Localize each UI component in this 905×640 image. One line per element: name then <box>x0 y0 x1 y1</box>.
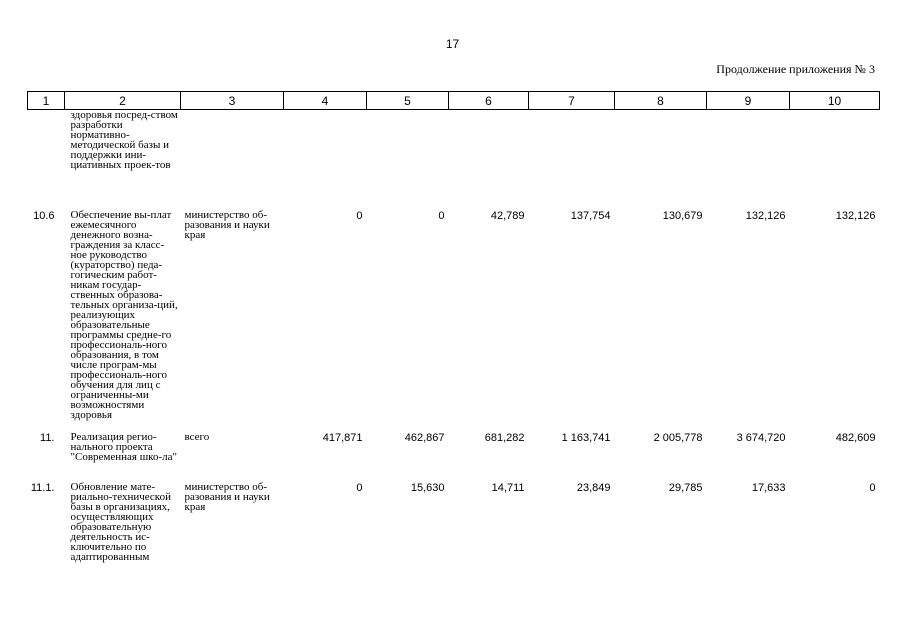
appendix-continuation-label: Продолжение приложения № 3 <box>716 62 875 76</box>
column-header: 7 <box>529 92 615 110</box>
column-header: 8 <box>615 92 707 110</box>
row-description: Обеспечение вы-плат ежемесячного денежного возна-граждения за класс-ное руководство (кураторство) педа-гогическим работ-никам государ-ственных образова-тельных организа-ций, реализующих образовательные программы средне-го профессиональ-ного образования, в том числе програм-мы профессиональ-ного обучения для лиц с ограниченны-ми возможностями здоровья <box>70 209 178 421</box>
row-value: 681,282 <box>484 432 525 444</box>
column-header: 9 <box>707 92 790 110</box>
row-value: 0 <box>869 482 876 494</box>
row-executor: министерство об-разования и науки края <box>184 209 270 241</box>
row-value: 482,609 <box>835 432 876 444</box>
row-executor <box>181 110 284 211</box>
table-row <box>28 482 880 602</box>
budget-table <box>27 91 880 602</box>
row-value: 137,754 <box>570 210 611 222</box>
row-number: 11.1. <box>30 482 55 494</box>
row-value <box>449 110 529 211</box>
row-description: Обновление мате-риально-технической базы в организациях, осуществляющих образовательную деятельность ис-ключительно по адаптированным <box>70 481 171 563</box>
row-number: 10.6 <box>33 210 55 222</box>
row-value <box>707 110 790 211</box>
row-value: 417,871 <box>322 432 363 444</box>
row-description: здоровья посред-ством разработки нормативно-методической базы и поддержки ини-циативных проек-тов <box>70 109 178 171</box>
row-description: Реализация регио-нального проекта "Современная шко-ла" <box>70 431 177 463</box>
table-row <box>28 432 880 482</box>
row-value: 14,711 <box>491 482 525 494</box>
row-executor: всего <box>184 431 210 443</box>
row-value: 29,785 <box>668 482 703 494</box>
column-header: 4 <box>284 92 367 110</box>
row-value <box>367 110 449 211</box>
row-value: 462,867 <box>404 432 445 444</box>
table-row <box>28 110 880 211</box>
row-value <box>790 110 880 211</box>
row-value <box>615 110 707 211</box>
row-number <box>28 110 65 211</box>
row-value: 2 005,778 <box>653 432 703 444</box>
page-number: 17 <box>445 37 460 51</box>
column-header: 5 <box>367 92 449 110</box>
row-value: 1 163,741 <box>561 432 611 444</box>
column-header: 2 <box>65 92 181 110</box>
row-value: 42,789 <box>490 210 525 222</box>
column-header: 6 <box>449 92 529 110</box>
row-value: 0 <box>356 210 363 222</box>
row-value: 17,633 <box>751 482 786 494</box>
row-value: 3 674,720 <box>736 432 786 444</box>
row-value <box>284 110 367 211</box>
column-number-row <box>28 92 880 110</box>
column-header: 3 <box>181 92 284 110</box>
row-value: 130,679 <box>662 210 703 222</box>
row-value: 0 <box>356 482 363 494</box>
column-header: 10 <box>790 92 880 110</box>
row-value <box>529 110 615 211</box>
row-value: 15,630 <box>410 482 445 494</box>
table-row <box>28 210 880 432</box>
row-value: 0 <box>438 210 445 222</box>
row-value: 23,849 <box>576 482 611 494</box>
row-value: 132,126 <box>835 210 876 222</box>
column-header: 1 <box>28 92 65 110</box>
row-executor: министерство об-разования и науки края <box>184 481 270 513</box>
row-number: 11. <box>40 432 55 444</box>
row-value: 132,126 <box>745 210 786 222</box>
